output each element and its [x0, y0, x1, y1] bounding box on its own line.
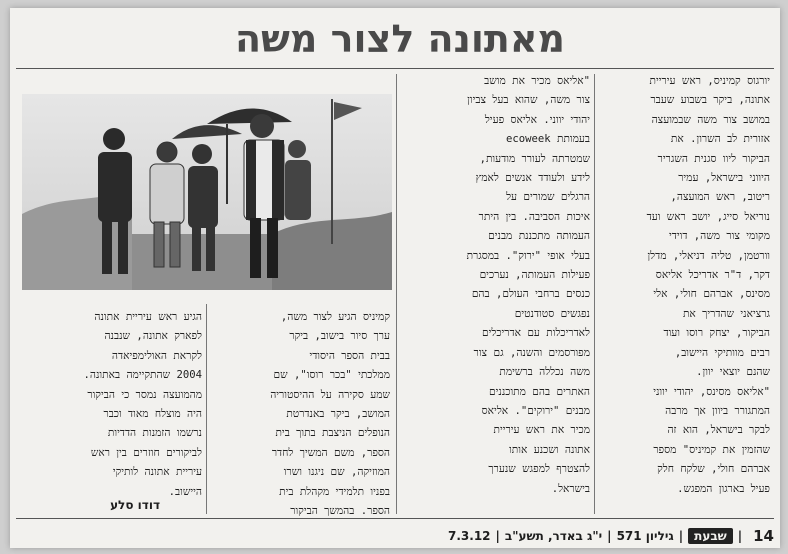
article-line: בבית הספר היסודי [309, 349, 390, 362]
article-line: בעמותת ecoweek [505, 133, 590, 146]
newspaper-page [10, 8, 780, 548]
article-line: 2004 שהתקיימה באתונה. [83, 369, 202, 382]
article-line: הנופלים הניצבת בתוך בית [275, 427, 390, 440]
article-line: מפורסמים והשנה, גם צור [473, 346, 590, 359]
article-line: אתונה ושכנע אותו [509, 443, 590, 456]
article-line: יהודי יווני. אליאס פעיל [484, 113, 590, 126]
page-number: 14 [753, 527, 774, 545]
article-line: האתרים בהם מתוכננים [489, 385, 590, 398]
article-line: המתגורר ביוון אך מרבה [665, 404, 770, 417]
article-line: בפניו תלמידי מקהלת בית [279, 485, 390, 498]
publication-logo: שבעת [688, 528, 733, 544]
article-line: יורגוס קמיניס, ראש עיריית [649, 75, 770, 87]
article-line: בישראל. [551, 482, 590, 495]
article-line: במושב צור משה שבמועצה [651, 113, 770, 126]
article-line: משה נכללה ברשימת [499, 366, 590, 379]
article-column-middle [210, 308, 390, 518]
headline: מאתונה לצור משה [234, 17, 566, 61]
column-divider [396, 74, 397, 514]
article-line: מכיר את ראש עיריית [493, 424, 590, 437]
article-line: לידע ולעודד אנשים לאמץ [475, 172, 590, 185]
footer-rule [16, 518, 774, 519]
group-photo-image [22, 94, 392, 290]
article-line: עיריית אתונה לותיקי [112, 466, 202, 479]
article-photo [22, 94, 392, 290]
headline-rule [16, 68, 774, 69]
author-credit: דודו סלע [110, 498, 160, 512]
issue-number: גיליון 571 [616, 529, 674, 543]
article-line: בעלי אופי "ירוק". במסגרת [466, 249, 590, 262]
article-line: הרגלים שמורים על [506, 191, 590, 204]
article-line: דקר, ד"ר אדריכל אליאס [655, 269, 770, 282]
article-line: היווני בישראל, עמיר [678, 172, 770, 185]
footer-separator: | [737, 529, 743, 543]
article-line: מסינס, אברהם חולי, אלי [653, 288, 770, 301]
article-line: העמותה מתכננת מבנים [488, 230, 590, 243]
column-divider [206, 304, 207, 514]
article-line: לפארק אתונה, שנבנה [104, 330, 202, 343]
article-column-left [22, 308, 202, 498]
article-line: ריטוב, ראש המועצה, [670, 191, 770, 204]
article-line: נפגשים סטודנטים [514, 307, 590, 320]
article-line: הספר. בהמשך הביקור [290, 505, 390, 518]
article-line: ערך סיור בישוב, ביקר [289, 330, 390, 343]
article-column-right [600, 72, 770, 502]
article-line: אברהם חולי, שלקח חלק [657, 463, 770, 476]
article-line: וורטמן, טליה דניאלי, מדלן [647, 249, 770, 262]
article-line: שמע סקירה על ההיסטוריה [270, 388, 390, 401]
article-line: נוריאל סייג, יושב ראש ועד [646, 210, 770, 223]
article-line: רבים מוותיקי היישוב, [674, 346, 770, 359]
footer-separator: | [678, 529, 684, 543]
footer-separator: | [607, 529, 612, 543]
article-line: צור משה, שהוא בעל צביון [467, 94, 590, 107]
article-line: שמטרתה לעורר מודעות, [479, 152, 590, 165]
article-column-right-2 [400, 72, 590, 512]
article-line: לביקורים חוזרים בין ראש [90, 446, 202, 459]
article-line: גרציאני שהדריך את [682, 307, 770, 320]
article-line: איכות הסביבה. בין היתר [478, 210, 590, 223]
page-footer [350, 524, 774, 548]
article-line: "אליאס מכיר את מושב [484, 75, 590, 87]
article-line: אתונה, ביקר בשבוע שעבר [650, 94, 770, 107]
article-line: היה מוצלח מאוד וכבר [103, 408, 202, 421]
article-line: היישוב. [168, 485, 202, 498]
article-line: לקראת האולימפיאדה [111, 349, 202, 362]
article-line: כנסים ברחבי העולם, בהם [471, 288, 590, 301]
column-divider [594, 74, 595, 514]
article-line: המוזיקה, שם ניגנו ושרו [283, 466, 390, 479]
article-line: פעיל בארגון המפגש. [677, 482, 770, 495]
article-line: הביקור, יצחק רוסו ועוד [663, 327, 770, 340]
article-line: מקומי צור משה, דוידי [668, 230, 770, 243]
footer-separator: | [495, 529, 500, 543]
article-line: "אליאס מסינס, יהודי יווני [653, 385, 770, 398]
article-line: לאדריכלות עם אדריכלים [481, 327, 590, 340]
hebrew-date: י"ג באדר, תשע"ב [504, 529, 603, 543]
article-line: הספר, משם המשיך לחדר [271, 446, 390, 459]
article-line: שהזמין את קמיניס" מספר [653, 443, 770, 456]
gregorian-date: 7.3.12 [448, 529, 491, 543]
article-line: נרשמו הזמנות הדדיות [107, 427, 202, 440]
article-line: פעילות העמותה, נערכים [479, 269, 590, 282]
article-line: הביקור ליוו סגנית השגריר [657, 152, 770, 165]
article-line: אזורית לב השרון. את [670, 133, 770, 146]
article-line: מהמועצה נמסר כי הביקור [87, 388, 202, 401]
article-line: שהנם יוצאי יוון. [696, 366, 770, 379]
article-line: מבנים "ירוקים". אליאס [481, 404, 590, 417]
article-line: הגיע ראש עיריית אתונה [94, 311, 202, 323]
article-line: המושב, ביקר באנדרטת [286, 408, 390, 421]
article-line: ממלכתי "בכר רוסו", שם [273, 369, 390, 382]
article-line: להצטרף למפגש שנערך [488, 463, 590, 476]
article-line: לבקר בישראל, הוא זה [667, 424, 770, 437]
article-line: קמיניס הגיע לצור משה, [280, 311, 390, 323]
